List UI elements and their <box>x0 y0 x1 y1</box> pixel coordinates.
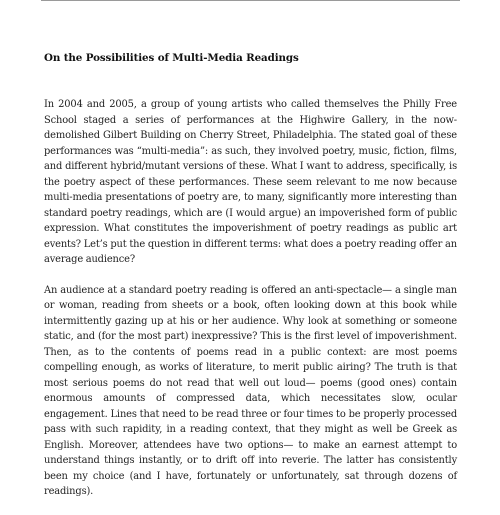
essay-title: On the Possibilities of Multi-Media Readings <box>44 52 299 64</box>
document-page <box>44 52 457 515</box>
page-top-rule <box>41 0 460 1</box>
paragraph-1: In 2004 and 2005, a group of young artists who called themselves the Philly Free School staged a series of performances at the Highwire Gallery, in the now-demolished Gilbert Building on Cherry Street, Philadelphia. The stated goal of these performances was “multi-media”: as such, they involved poetry, music, fiction, films, and different hybrid/mutant versions of these. What I want to address, specifically, is the poetry aspect of these performances. These seem relevant to me now because multi-media presentations of poetry are, to many, significantly more interesting than standard poetry readings, which are (I would argue) an impoverished form of public expression. What constitutes the impoverishment of poetry readings as public art events? Let’s put the question in different terms: what does a poetry reading offer an average audience? <box>44 99 457 265</box>
paragraph-2: An audience at a standard poetry reading is offered an anti-spectacle— a single man or woman, reading from sheets or a book, often looking down at this book while intermittently gazing up at his or her audience. Why look at something or someone static, and (for the most part) inexpressive? This is the first level of impoverishment. Then, as to the contents of poems read in a public context: are most poems compelling enough, as works of literature, to merit public airing? The truth is that most serious poems do not read that well out loud— poems (good ones) contain enormous amounts of compressed data, which necessitates slow, ocular engagement. Lines that need to be read three or four times to be properly processed pass with such rapidity, in a reading context, that they might as well be Greek as English. Moreover, attendees have two options— to make an earnest attempt to understand things instantly, or to drift off into reverie. The latter has consistently been my choice (and I have, fortunately or unfortunately, sat through dozens of readings). <box>44 284 457 497</box>
